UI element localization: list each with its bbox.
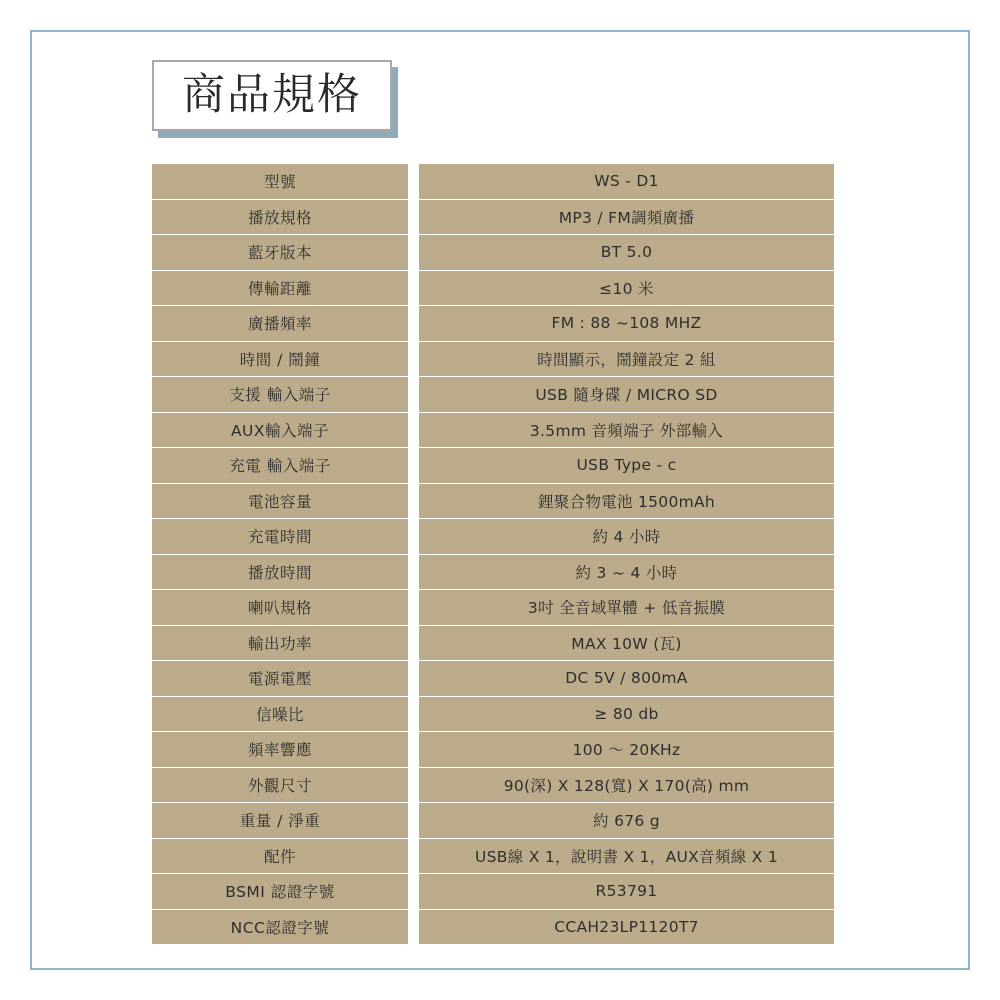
specifications-table bbox=[152, 164, 834, 944]
spec-value: BT 5.0 bbox=[419, 235, 834, 271]
table-row bbox=[152, 590, 834, 626]
spec-label: 播放時間 bbox=[152, 555, 419, 591]
spec-value: 約 676 g bbox=[419, 803, 834, 839]
spec-label: 充電時間 bbox=[152, 519, 419, 555]
table-row bbox=[152, 839, 834, 875]
spec-value: 3吋 全音域單體 + 低音振膜 bbox=[419, 590, 834, 626]
spec-label: 充電 輸入端子 bbox=[152, 448, 419, 484]
spec-value: USB 隨身碟 / MICRO SD bbox=[419, 377, 834, 413]
spec-label: 頻率響應 bbox=[152, 732, 419, 768]
spec-value: USB Type - c bbox=[419, 448, 834, 484]
spec-label: 傳輸距離 bbox=[152, 271, 419, 307]
spec-value: 100 ～ 20KHz bbox=[419, 732, 834, 768]
page-title: 商品規格 bbox=[182, 70, 362, 120]
table-row bbox=[152, 164, 834, 200]
page-title-container bbox=[152, 60, 398, 138]
spec-value: 90(深) X 128(寬) X 170(高) mm bbox=[419, 768, 834, 804]
spec-value: CCAH23LP1120T7 bbox=[419, 910, 834, 945]
spec-value: ≤10 米 bbox=[419, 271, 834, 307]
spec-label: 配件 bbox=[152, 839, 419, 875]
spec-value: 鋰聚合物電池 1500mAh bbox=[419, 484, 834, 520]
spec-value: 3.5mm 音頻端子 外部輸入 bbox=[419, 413, 834, 449]
table-row bbox=[152, 200, 834, 236]
table-row bbox=[152, 555, 834, 591]
table-row bbox=[152, 306, 834, 342]
spec-value: ≥ 80 db bbox=[419, 697, 834, 733]
table-row bbox=[152, 377, 834, 413]
table-row bbox=[152, 484, 834, 520]
table-row bbox=[152, 732, 834, 768]
spec-label: 支援 輸入端子 bbox=[152, 377, 419, 413]
spec-table-body bbox=[152, 164, 834, 944]
table-row bbox=[152, 626, 834, 662]
table-row bbox=[152, 874, 834, 910]
spec-label: 廣播頻率 bbox=[152, 306, 419, 342]
spec-value: WS - D1 bbox=[419, 164, 834, 200]
spec-label: 時間 / 鬧鐘 bbox=[152, 342, 419, 378]
spec-value: 約 4 小時 bbox=[419, 519, 834, 555]
table-row bbox=[152, 697, 834, 733]
spec-label: 外觀尺寸 bbox=[152, 768, 419, 804]
title-box bbox=[152, 60, 392, 131]
spec-label: 喇叭規格 bbox=[152, 590, 419, 626]
spec-label: 電池容量 bbox=[152, 484, 419, 520]
spec-value: 時間顯示，鬧鐘設定 2 組 bbox=[419, 342, 834, 378]
spec-value: USB線 X 1，說明書 X 1，AUX音頻線 X 1 bbox=[419, 839, 834, 875]
spec-label: BSMI 認證字號 bbox=[152, 874, 419, 910]
spec-label: NCC認證字號 bbox=[152, 910, 419, 945]
spec-value: DC 5V / 800mA bbox=[419, 661, 834, 697]
table-row bbox=[152, 271, 834, 307]
spec-label: 重量 / 淨重 bbox=[152, 803, 419, 839]
table-row bbox=[152, 342, 834, 378]
table-row bbox=[152, 413, 834, 449]
table-row bbox=[152, 803, 834, 839]
table-row bbox=[152, 768, 834, 804]
spec-value: 約 3 ~ 4 小時 bbox=[419, 555, 834, 591]
spec-label: 型號 bbox=[152, 164, 419, 200]
spec-label: AUX輸入端子 bbox=[152, 413, 419, 449]
table-row bbox=[152, 519, 834, 555]
spec-value: MAX 10W (瓦) bbox=[419, 626, 834, 662]
spec-label: 電源電壓 bbox=[152, 661, 419, 697]
spec-label: 播放規格 bbox=[152, 200, 419, 236]
spec-value: FM : 88 ~108 MHZ bbox=[419, 306, 834, 342]
table-row bbox=[152, 448, 834, 484]
table-row bbox=[152, 661, 834, 697]
spec-label: 輸出功率 bbox=[152, 626, 419, 662]
spec-label: 信噪比 bbox=[152, 697, 419, 733]
table-row bbox=[152, 910, 834, 945]
spec-label: 藍牙版本 bbox=[152, 235, 419, 271]
table-row bbox=[152, 235, 834, 271]
spec-value: R53791 bbox=[419, 874, 834, 910]
spec-value: MP3 / FM調頻廣播 bbox=[419, 200, 834, 236]
